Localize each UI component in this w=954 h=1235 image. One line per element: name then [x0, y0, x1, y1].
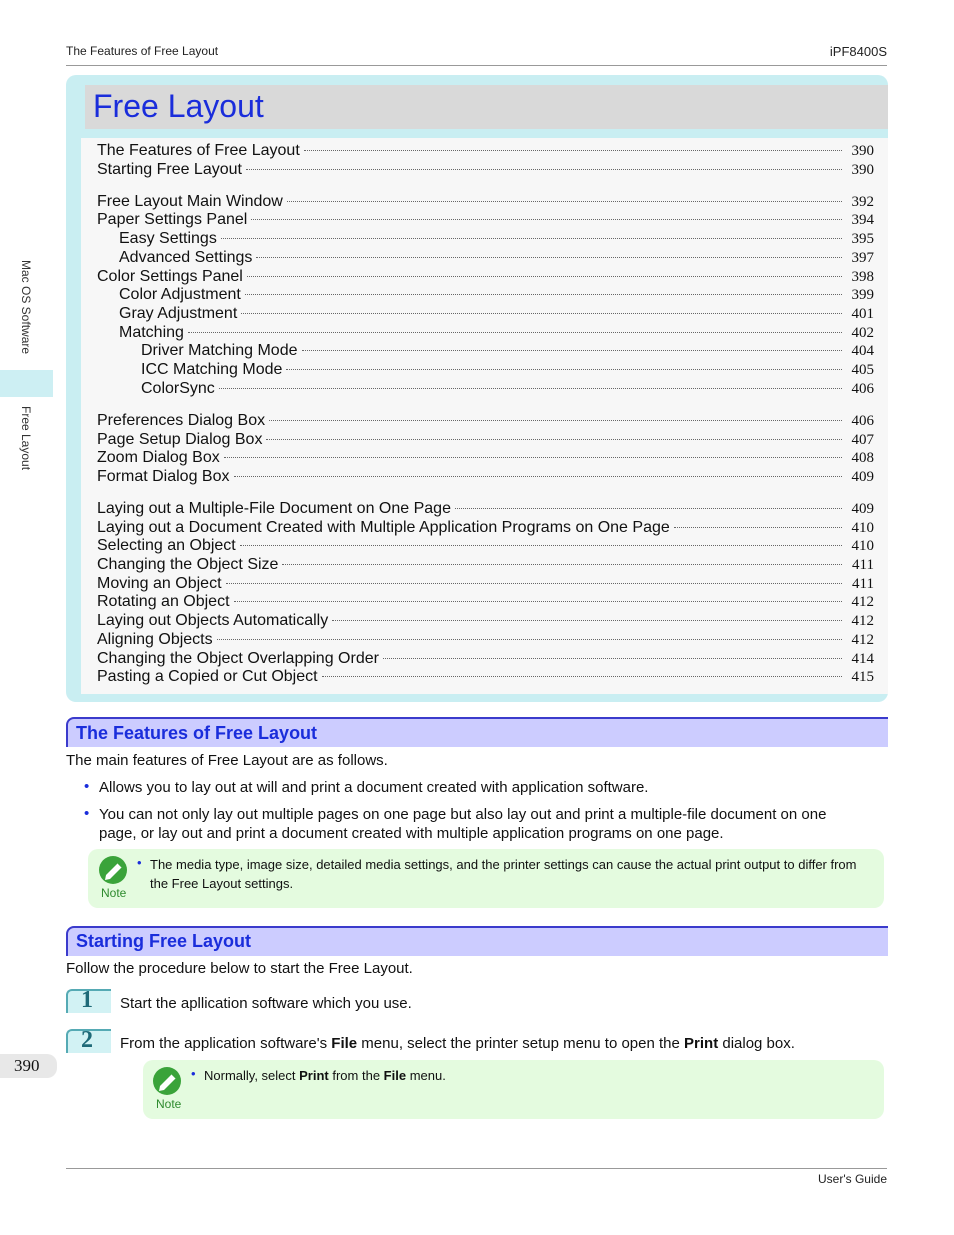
running-header-model: iPF8400S — [829, 44, 887, 59]
toc-entry[interactable]: ColorSync 406 — [141, 380, 874, 397]
toc-entry[interactable]: Driver Matching Mode 404 — [141, 342, 874, 359]
step-text: From the application software's File menu, select the printer setup menu to open the Print dialog box. — [120, 1035, 795, 1052]
toc-entry[interactable]: Page Setup Dialog Box 407 — [97, 431, 874, 448]
toc-entry[interactable]: Laying out a Document Created with Multiple Application Programs on One Page 410 — [97, 519, 874, 536]
toc-entry[interactable]: Paper Settings Panel 394 — [97, 211, 874, 228]
section-heading-starting: Starting Free Layout — [76, 931, 252, 951]
bullet-icon: • — [84, 805, 90, 822]
page-number: 390 — [14, 1056, 40, 1075]
toc-entry[interactable]: Changing the Object Overlapping Order 414 — [97, 650, 874, 667]
step-text: Start the apllication software which you use. — [120, 995, 412, 1012]
toc-entry[interactable]: Free Layout Main Window 392 — [97, 193, 874, 210]
toc-entry[interactable]: Selecting an Object 410 — [97, 537, 874, 554]
header-rule — [66, 65, 887, 66]
side-chapter-tab — [0, 370, 53, 397]
feature-item: Allows you to lay out at will and print a document created with application software. — [99, 779, 649, 796]
chapter-title: Free Layout — [93, 88, 264, 124]
note-label: Note — [101, 886, 127, 900]
toc-entry[interactable]: Moving an Object 411 — [97, 575, 874, 592]
note-text-line: the Free Layout settings. — [150, 876, 294, 891]
toc-entry[interactable]: Aligning Objects 412 — [97, 631, 874, 648]
footer-rule — [66, 1168, 887, 1169]
step-number: 2 — [81, 1027, 93, 1053]
toc-entry[interactable]: Zoom Dialog Box 408 — [97, 449, 874, 466]
toc-entry[interactable]: Color Settings Panel 398 — [97, 268, 874, 285]
toc-entry[interactable]: Matching 402 — [119, 324, 874, 341]
feature-item: You can not only lay out multiple pages on one page but also lay out and print a multiple-file document on one — [99, 806, 827, 823]
note-label: Note — [156, 1097, 182, 1111]
bullet-icon: • — [137, 855, 142, 870]
feature-item-continued: page, or lay out and print a document created with multiple application programs on one page. — [99, 825, 724, 842]
features-intro: The main features of Free Layout are as follows. — [66, 752, 388, 769]
note-text-line: Normally, select Print from the File menu. — [204, 1068, 446, 1083]
toc-entry[interactable]: The Features of Free Layout 390 — [97, 142, 874, 159]
pencil-note-icon — [98, 855, 130, 890]
toc-entry[interactable]: Changing the Object Size 411 — [97, 556, 874, 573]
toc-entry[interactable]: Format Dialog Box 409 — [97, 468, 874, 485]
toc-entry[interactable]: Starting Free Layout 390 — [97, 161, 874, 178]
step-number: 1 — [81, 987, 93, 1013]
side-category-label: Mac OS Software — [19, 260, 33, 355]
toc-entry[interactable]: Laying out a Multiple-File Document on One Page 409 — [97, 500, 874, 517]
toc-entry[interactable]: Pasting a Copied or Cut Object 415 — [97, 668, 874, 685]
toc-entry[interactable]: Rotating an Object 412 — [97, 593, 874, 610]
pencil-note-icon — [152, 1066, 184, 1101]
section-heading-features: The Features of Free Layout — [76, 723, 318, 743]
bullet-icon: • — [191, 1066, 196, 1081]
toc-entry[interactable]: Laying out Objects Automatically 412 — [97, 612, 874, 629]
running-header-section: The Features of Free Layout — [66, 44, 219, 58]
starting-intro: Follow the procedure below to start the Free Layout. — [66, 960, 413, 977]
toc-entry[interactable]: Color Adjustment 399 — [119, 286, 874, 303]
toc-entry[interactable]: Easy Settings 395 — [119, 230, 874, 247]
toc-entry[interactable]: Advanced Settings 397 — [119, 249, 874, 266]
bullet-icon: • — [84, 778, 90, 795]
footer-guide-label: User's Guide — [818, 1172, 887, 1186]
toc-entry[interactable]: ICC Matching Mode 405 — [141, 361, 874, 378]
toc-entry[interactable]: Preferences Dialog Box 406 — [97, 412, 874, 429]
side-chapter-label: Free Layout — [19, 406, 33, 471]
toc-entry[interactable]: Gray Adjustment 401 — [119, 305, 874, 322]
note-text-line: The media type, image size, detailed media settings, and the printer settings can cause the actual print output to differ from — [150, 857, 857, 872]
